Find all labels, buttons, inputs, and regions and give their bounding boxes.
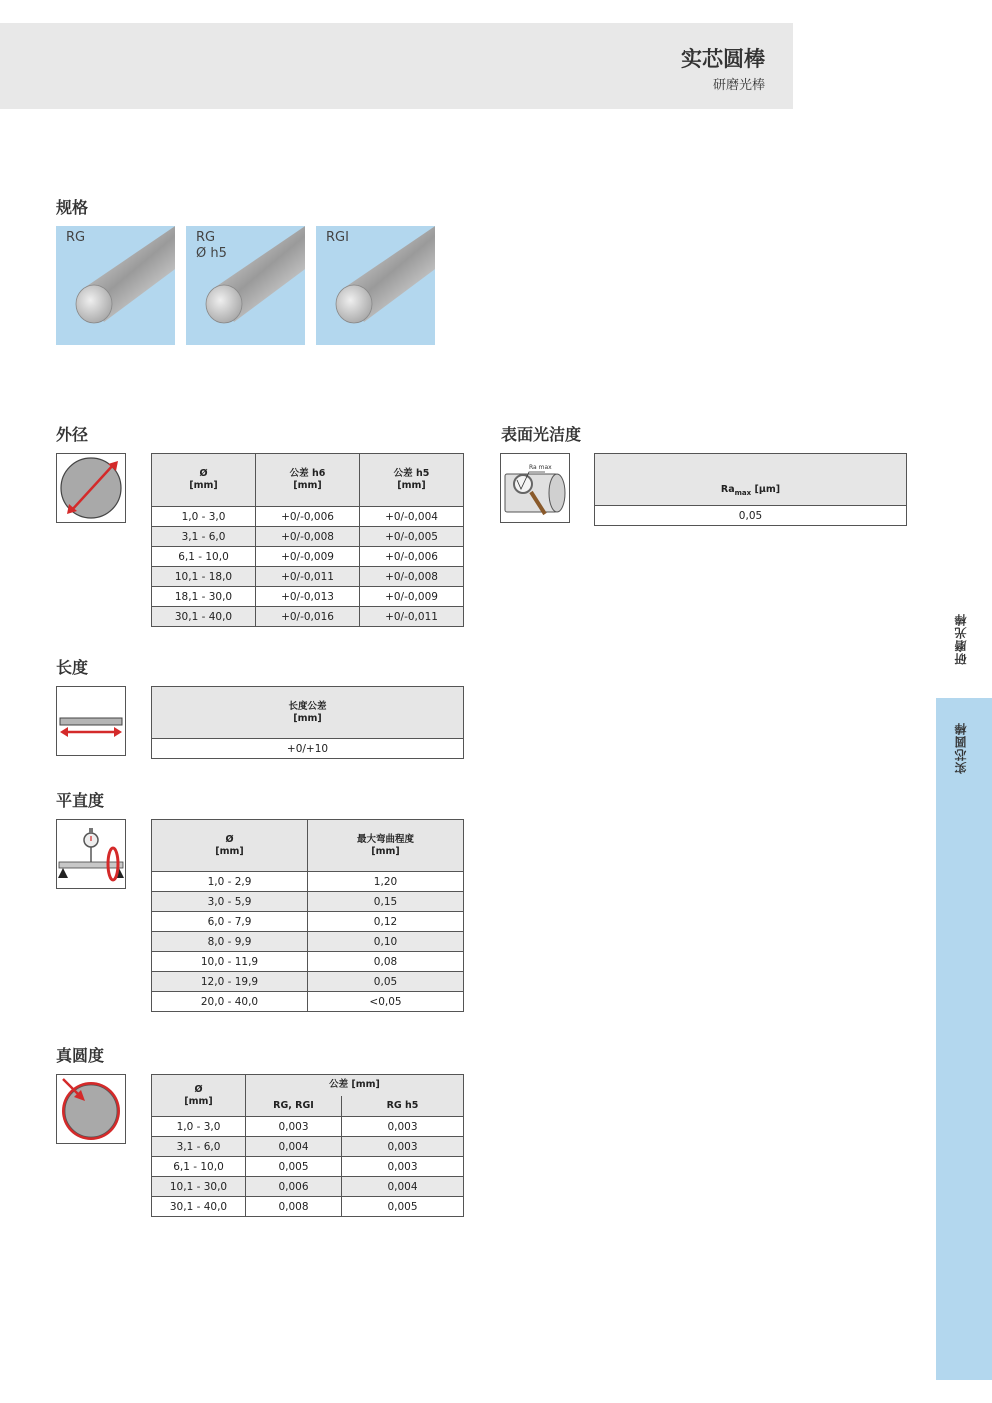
roundness-heading: 真圆度 (56, 1046, 105, 1065)
header-band (0, 23, 793, 109)
column-header: RG, RGI (246, 1096, 342, 1117)
table-row: +0/+10 (152, 739, 464, 759)
roundness-table (151, 1074, 464, 1217)
column-header: Ø [mm] (152, 454, 256, 507)
table-row: 10,1 - 18,0 +0/-0,011 +0/-0,008 (152, 567, 464, 587)
straightness-table (151, 819, 464, 1012)
column-header: $Ra_{max}$ [µm] (595, 454, 907, 506)
length-heading: 长度 (56, 658, 89, 677)
diameter-table (151, 453, 464, 627)
table-row: 18,1 - 30,0 +0/-0,013 +0/-0,009 (152, 587, 464, 607)
specs-heading: 规格 (56, 198, 89, 217)
side-tab-ground-rods-label: 研磨光棒 (954, 613, 968, 665)
column-header: 最大弯曲程度 [mm] (308, 820, 464, 872)
table-row: 1,0 - 2,9 1,20 (152, 872, 464, 892)
column-header: Ø [mm] (152, 1075, 246, 1117)
table-row: 0,05 (595, 506, 907, 526)
table-row: 20,0 - 40,0 <0,05 (152, 992, 464, 1012)
product-label-tolerance: Ø h5 (196, 246, 227, 261)
table-row: 30,1 - 40,0 +0/-0,016 +0/-0,011 (152, 607, 464, 627)
surface-heading: 表面光洁度 (501, 425, 582, 444)
column-header: 公差 h5 [mm] (360, 454, 464, 507)
diameter-icon (56, 453, 126, 523)
table-row: 3,1 - 6,0 0,004 0,003 (152, 1137, 464, 1157)
group-header: 公差 [mm] (246, 1075, 464, 1096)
table-row: 6,0 - 7,9 0,12 (152, 912, 464, 932)
surface-finish-icon (500, 453, 570, 523)
straightness-heading: 平直度 (56, 791, 105, 810)
table-row: 6,1 - 10,0 0,005 0,003 (152, 1157, 464, 1177)
straightness-icon (56, 819, 126, 889)
side-tab-solid-rods[interactable] (936, 698, 992, 1380)
product-label: RGI (326, 230, 349, 245)
table-row: 1,0 - 3,0 0,003 0,003 (152, 1117, 464, 1137)
product-label: RG (66, 230, 86, 245)
column-header: 长度公差 [mm] (152, 687, 464, 739)
surface-table (594, 453, 907, 526)
product-card-rgi (316, 226, 435, 345)
product-label: RG (196, 230, 216, 245)
table-row: 1,0 - 3,0 +0/-0,006 +0/-0,004 (152, 507, 464, 527)
page-title: 实芯圆棒 (681, 47, 765, 71)
table-row: 3,0 - 5,9 0,15 (152, 892, 464, 912)
product-card-rg-h5 (186, 226, 305, 345)
column-header: RG h5 (342, 1096, 464, 1117)
table-row: 3,1 - 6,0 +0/-0,008 +0/-0,005 (152, 527, 464, 547)
roundness-icon (56, 1074, 126, 1144)
column-header: 公差 h6 [mm] (256, 454, 360, 507)
ra-symbol-text: Ra max (529, 464, 552, 471)
side-tab-solid-rods-label: 实芯圆棒 (954, 722, 968, 774)
length-table (151, 686, 464, 759)
column-header: Ø [mm] (152, 820, 308, 872)
diameter-heading: 外径 (56, 425, 89, 444)
table-row: 10,1 - 30,0 0,006 0,004 (152, 1177, 464, 1197)
table-row: 6,1 - 10,0 +0/-0,009 +0/-0,006 (152, 547, 464, 567)
table-row: 10,0 - 11,9 0,08 (152, 952, 464, 972)
length-icon (56, 686, 126, 756)
page-subtitle: 研磨光棒 (712, 78, 765, 93)
side-tab-ground-rods[interactable] (936, 605, 992, 697)
product-card-rg (56, 226, 175, 345)
table-row: 30,1 - 40,0 0,008 0,005 (152, 1197, 464, 1217)
table-row: 12,0 - 19,9 0,05 (152, 972, 464, 992)
table-row: 8,0 - 9,9 0,10 (152, 932, 464, 952)
